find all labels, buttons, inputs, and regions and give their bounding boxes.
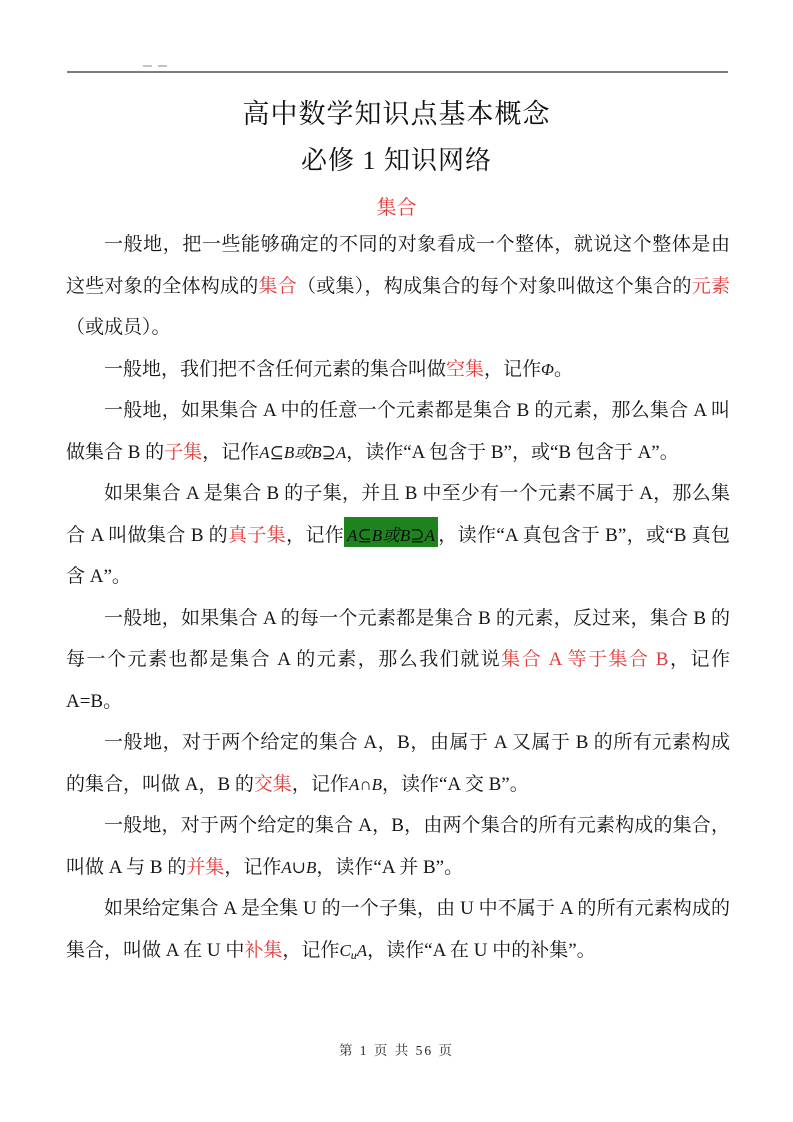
term-empty-set: 空集 — [446, 358, 485, 380]
term-subset: 子集 — [164, 441, 203, 463]
math-complement-c: C — [339, 940, 351, 960]
term-complement: 补集 — [244, 939, 283, 961]
body-text: ，记作 — [282, 939, 340, 961]
body-text: （或集），构成集合的每个对象叫做这个集合的 — [296, 275, 692, 297]
body-text: 一般地，对于两个给定的集合 A，B，由属于 A 又属于 B 的所有元素构成的集合，叫做 A，B 的 — [66, 732, 730, 795]
body-text: 一般地，把一些能够确定的不同的对象看成一个整体，就说这个整体是由这些对象的全体构成的 — [66, 234, 730, 297]
term-set: 集合 — [258, 275, 297, 297]
body-text: 如果给定集合 A 是全集 U 的一个子集，由 U 中不属于 A 的所有元素构成的集合，叫做 A 在 U 中 — [66, 898, 730, 961]
term-union: 并集 — [186, 856, 225, 878]
paragraph-set-equality — [66, 598, 730, 723]
body-text: ，读作“A 包含于 B”，或“B 包含于 A”。 — [346, 441, 679, 463]
body-text: ，读作“A 并 B”。 — [316, 856, 464, 878]
section-heading: 集合 — [376, 197, 417, 219]
paragraph-subset — [66, 390, 730, 473]
term-set-equality: 集合 A 等于集合 B — [501, 649, 669, 670]
doc-subtitle: 必修 1 知识网络 — [300, 146, 492, 175]
body-text: 。 — [554, 358, 574, 380]
body-text: ，读作“A 真包含于 B”，或“B 真包含 A”。 — [66, 524, 730, 587]
body-text: 一般地，如果集合 A 的每一个元素都是集合 B 的元素，反过来，集合 B 的每一个元素也都是集合 A 的元素，那么我们就说 — [66, 607, 730, 670]
doc-body — [66, 224, 730, 976]
term-proper-subset: 真子集 — [227, 524, 287, 546]
body-text: ，记作 A=B。 — [66, 649, 730, 712]
doc-title: 高中数学知识点基本概念 — [242, 99, 551, 129]
paragraph-set-definition — [66, 224, 730, 349]
term-intersection: 交集 — [253, 773, 292, 795]
paragraph-intersection — [66, 722, 730, 805]
body-text: 如果集合 A 是集合 B 的子集，并且 B 中至少有一个元素不属于 A，那么集合 A 叫做集合 B 的 — [66, 483, 730, 546]
header-smudge-mark — [143, 65, 177, 68]
paragraph-complement — [66, 888, 730, 976]
math-intersection-notation: A∩B — [348, 774, 382, 794]
body-text: ，读作“A 交 B”。 — [381, 773, 529, 795]
math-subset-notation: A⊆B或B⊇A — [259, 442, 347, 462]
body-text: ，记作 — [484, 358, 542, 380]
paragraph-union — [66, 805, 730, 888]
math-complement-a: A — [356, 940, 368, 960]
body-text: 一般地，如果集合 A 中的任意一个元素都是集合 B 的元素，那么集合 A 叫做集合 B 的 — [66, 400, 730, 463]
paragraph-empty-set — [66, 349, 730, 391]
body-text: ，记作 — [286, 524, 345, 546]
body-text: ，读作“A 在 U 中的补集”。 — [367, 939, 596, 961]
body-text: 一般地，对于两个给定的集合 A，B，由两个集合的所有元素构成的集合，叫做 A 与 B 的 — [66, 815, 730, 878]
page-footer: 第 1 页 共 56 页 — [338, 1043, 455, 1058]
body-text: ，记作 — [291, 773, 349, 795]
math-complement-u-subscript: u — [350, 947, 357, 962]
math-union-notation: A∪B — [281, 857, 317, 877]
math-phi: Φ — [541, 359, 554, 379]
body-text: ，记作 — [224, 856, 282, 878]
body-text: ，记作 — [202, 441, 260, 463]
body-text: （或成员）。 — [66, 317, 171, 338]
math-proper-subset-notation-highlighted: A⊆B或B⊇A — [344, 517, 438, 547]
term-element: 元素 — [691, 275, 730, 297]
body-text: 一般地，我们把不含任何元素的集合叫做 — [104, 358, 447, 380]
paragraph-proper-subset — [66, 473, 730, 598]
header-rule — [67, 71, 728, 73]
